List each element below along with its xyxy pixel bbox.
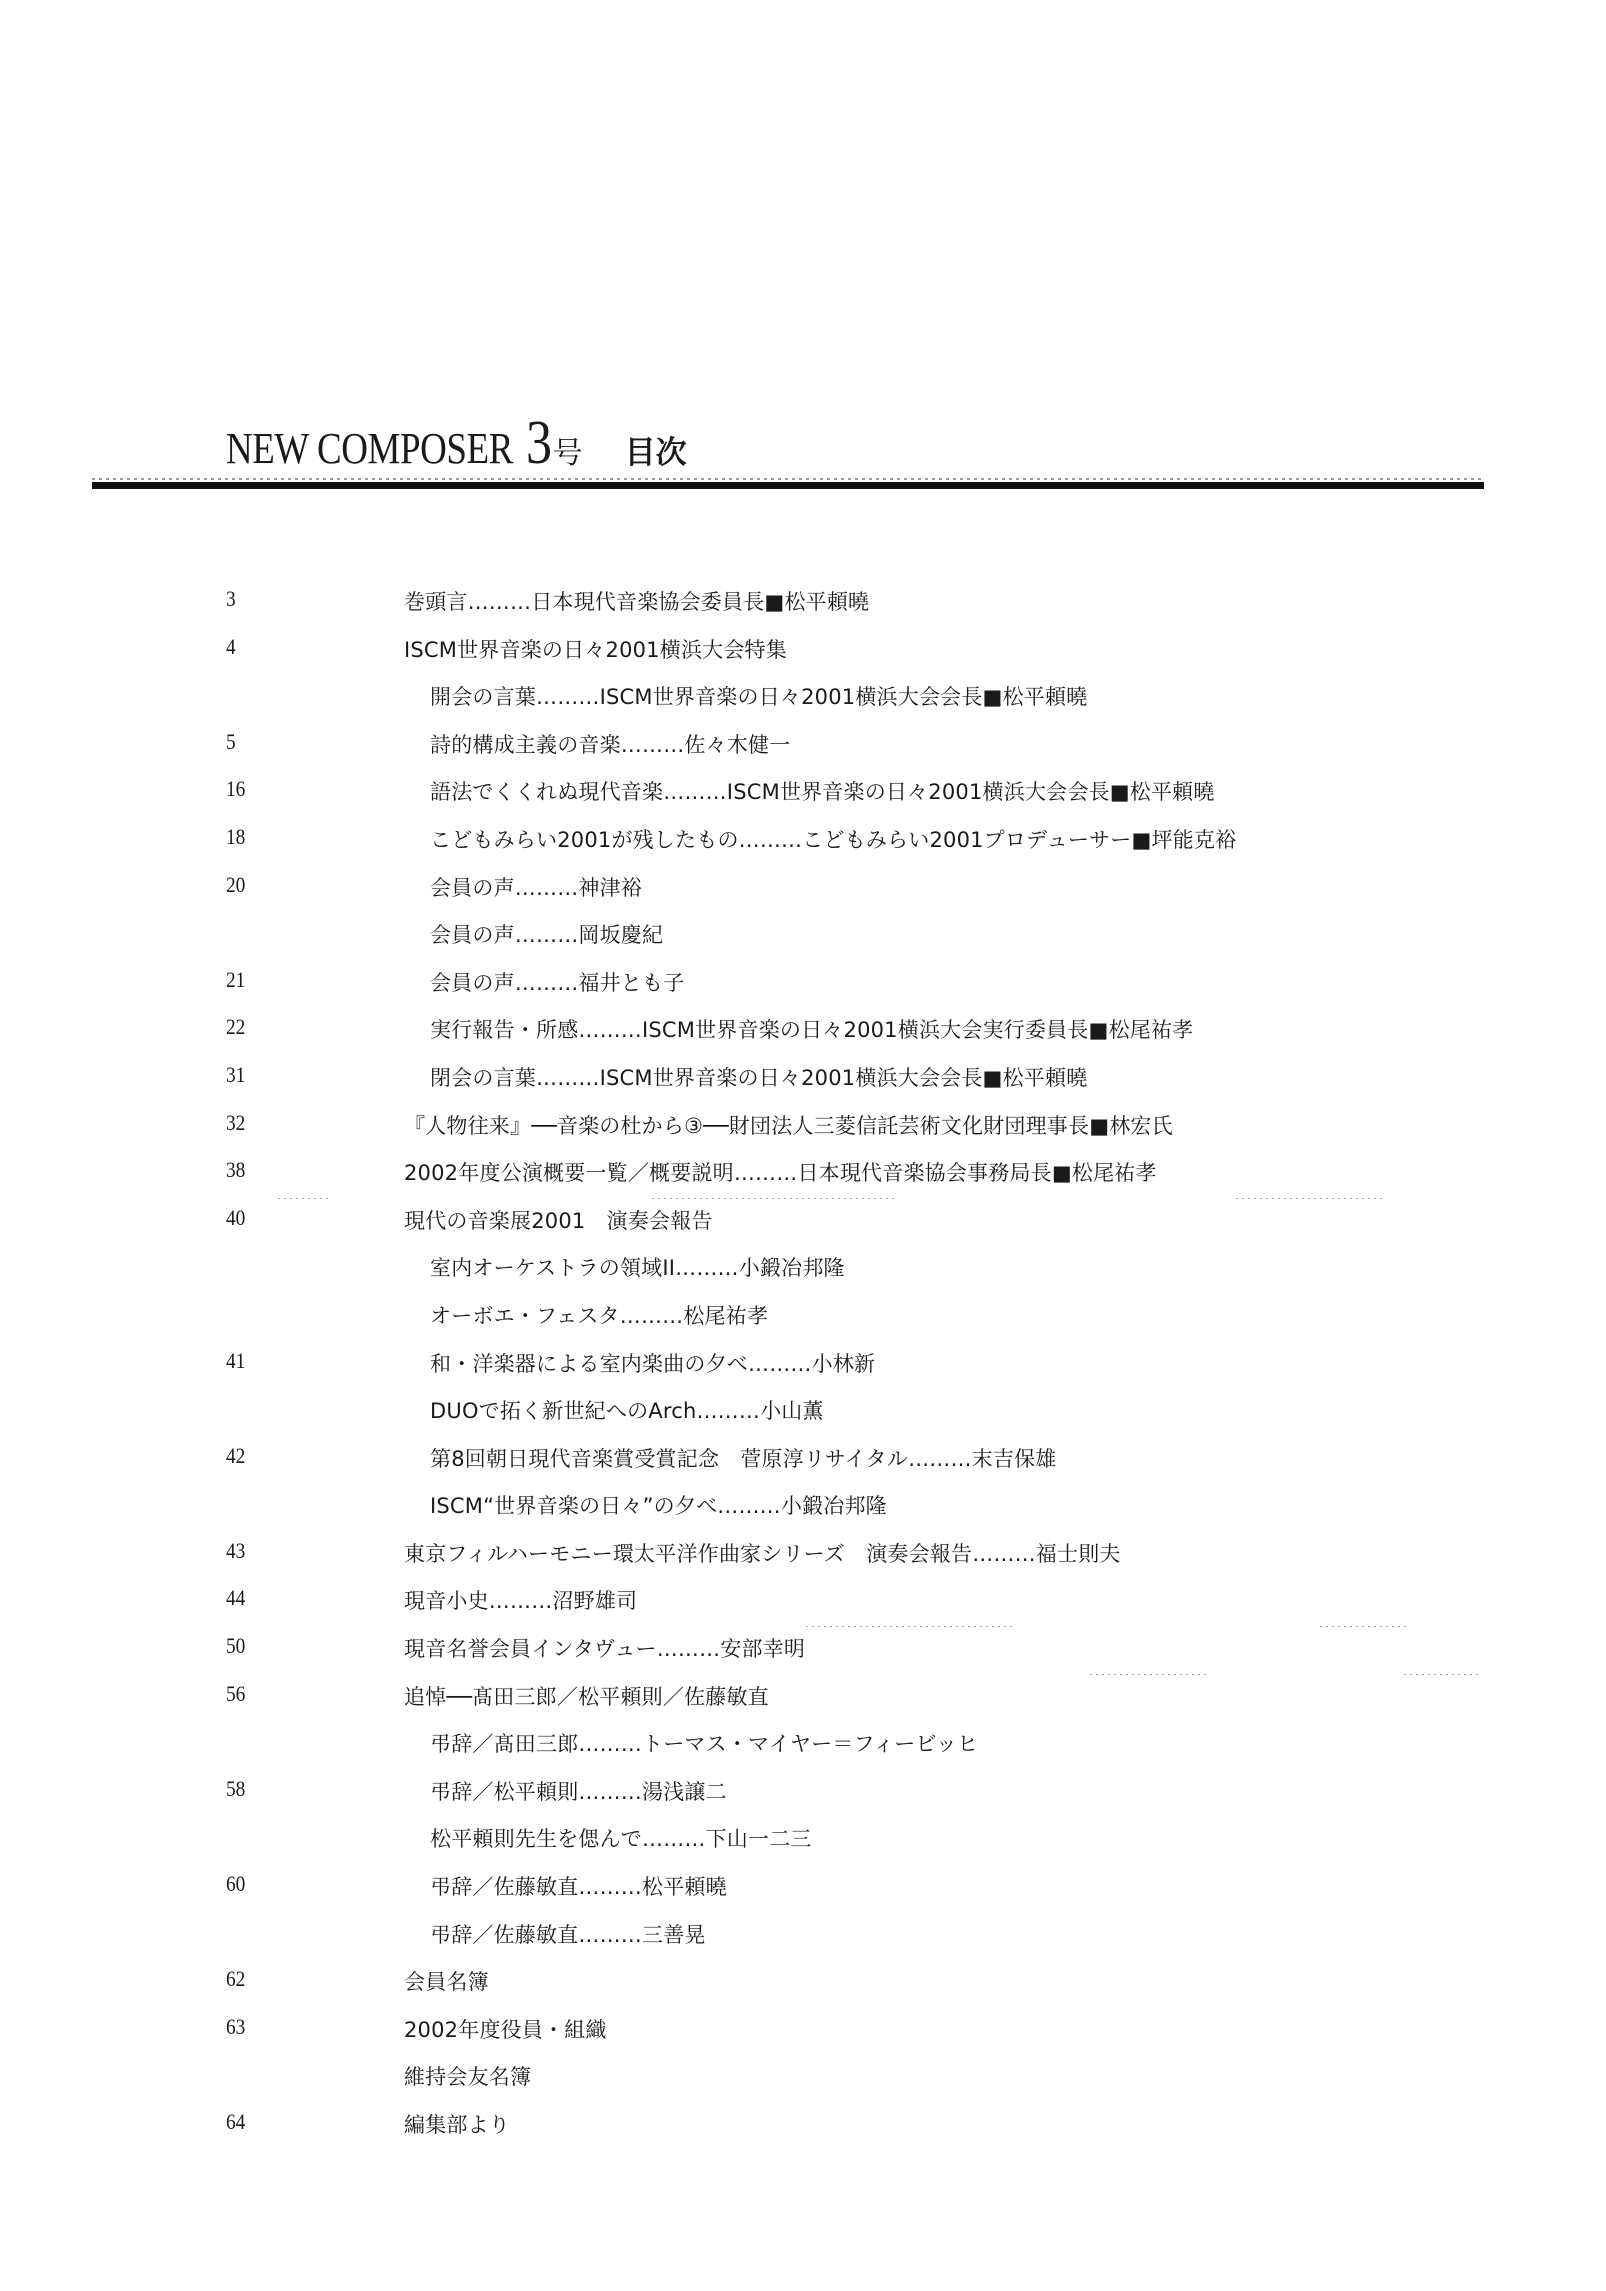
toc-entry — [0, 1205, 1606, 1253]
header-rule — [92, 482, 1484, 489]
toc-entry-text: 2002年度役員・組織 — [404, 2017, 607, 2042]
toc-page-number: 22 — [226, 1014, 246, 1040]
toc-entry — [0, 776, 1606, 824]
toc-entry-text: 第8回朝日現代音楽賞受賞記念 菅原淳リサイタル………末吉保雄 — [430, 1446, 1057, 1471]
toc-entry — [0, 729, 1606, 777]
toc-entry — [0, 1871, 1606, 1919]
toc-entry — [0, 1014, 1606, 1062]
toc-page-number: 3 — [226, 586, 236, 611]
toc-entry — [0, 1395, 1606, 1443]
toc-page-number: 5 — [226, 728, 236, 754]
toc-entry — [0, 1443, 1606, 1491]
scan-artifact — [1090, 1674, 1210, 1675]
scan-artifact — [1320, 1626, 1408, 1627]
toc-entry — [0, 2014, 1606, 2062]
toc-entry — [0, 681, 1606, 729]
toc-page-number: 62 — [226, 1966, 246, 1992]
issue-suffix: 号 — [552, 436, 583, 471]
toc-entry — [0, 824, 1606, 872]
toc-entry — [0, 1681, 1606, 1729]
toc-entry-text: 会員の声………福井とも子 — [430, 970, 685, 995]
toc-entry-text: ISCM“世界音楽の日々”の夕べ………小鍛冶邦隆 — [430, 1494, 887, 1519]
toc-page-number: 63 — [226, 2013, 246, 2039]
toc-entry — [0, 2061, 1606, 2109]
toc-entry — [0, 1823, 1606, 1871]
toc-entry-text: DUOで拓く新世紀へのArch………小山薫 — [430, 1399, 824, 1424]
toc-page-number: 43 — [226, 1537, 246, 1563]
toc-entry-text: 詩的構成主義の音楽………佐々木健一 — [430, 732, 791, 757]
toc-title: 目次 — [624, 435, 687, 471]
toc-entry — [0, 586, 1606, 634]
toc-entry-text: 弔辞／松平頼則………湯浅譲二 — [430, 1779, 727, 1804]
toc-page-number: 60 — [226, 1871, 246, 1897]
toc-entry-text: 会員の声………神津裕 — [430, 875, 642, 900]
toc-page-number: 18 — [226, 823, 246, 849]
toc-entry-text: 室内オーケストラの領域II………小鍛冶邦隆 — [430, 1256, 845, 1281]
toc-entry — [0, 872, 1606, 920]
toc-entry-text: 弔辞／佐藤敏直………三善晃 — [430, 1922, 706, 1947]
toc-entry-text: 現音小史………沼野雄司 — [404, 1589, 638, 1614]
scan-artifact — [1404, 1674, 1480, 1675]
toc-page-number: 32 — [226, 1109, 246, 1135]
toc-page-number: 40 — [226, 1204, 246, 1230]
toc-entry-text: 弔辞／髙田三郎………トーマス・マイヤー＝フィービッヒ — [430, 1732, 979, 1757]
toc-entry-text: 追悼──髙田三郎／松平頼則／佐藤敏直 — [404, 1684, 769, 1709]
toc-entry — [0, 1966, 1606, 2014]
toc-entry — [0, 919, 1606, 967]
toc-entry-text: 東京フィルハーモニー環太平洋作曲家シリーズ 演奏会報告………福士則夫 — [404, 1541, 1121, 1566]
toc-entry — [0, 2109, 1606, 2157]
scan-artifact — [806, 1626, 1016, 1627]
toc-entry — [0, 1062, 1606, 1110]
toc-entry — [0, 1252, 1606, 1300]
toc-entry-text: 会員名簿 — [404, 1970, 489, 1995]
toc-entry-text: 『人物往来』──音楽の杜から③──財団法人三菱信託芸術文化財団理事長■林宏氏 — [404, 1113, 1173, 1138]
toc-entry — [0, 1633, 1606, 1681]
toc-entry — [0, 1919, 1606, 1967]
toc-entry-text: こどもみらい2001が残したもの………こどもみらい2001プロデューサー■坪能克裕 — [430, 827, 1237, 852]
issue-number: 3 — [525, 409, 552, 477]
scan-artifact — [278, 1198, 330, 1199]
toc-entry — [0, 1348, 1606, 1396]
toc-entry-text: 編集部より — [404, 2113, 510, 2137]
toc-entry-text: 維持会友名簿 — [404, 2065, 532, 2090]
magazine-title: NEW COMPOSER — [226, 424, 513, 473]
toc-page-number: 42 — [226, 1442, 246, 1468]
toc-entry — [0, 634, 1606, 682]
toc-entry-text: 和・洋楽器による室内楽曲の夕べ………小林新 — [430, 1351, 876, 1376]
toc-page-number: 56 — [226, 1680, 246, 1706]
toc-entry-text: オーボエ・フェスタ………松尾祐孝 — [430, 1303, 769, 1328]
toc-page-number: 44 — [226, 1585, 246, 1611]
scan-artifact — [652, 1198, 894, 1199]
toc-entry-text: 2002年度公演概要一覧／概要説明………日本現代音楽協会事務局長■松尾祐孝 — [404, 1161, 1157, 1186]
toc-entry-text: 閉会の言葉………ISCM世界音楽の日々2001横浜大会会長■松平頼曉 — [430, 1065, 1088, 1090]
toc-entry-text: 会員の声………岡坂慶紀 — [430, 923, 664, 948]
toc-entry-text: 現代の音楽展2001 演奏会報告 — [404, 1208, 713, 1233]
toc-entry-text: 語法でくくれぬ現代音楽………ISCM世界音楽の日々2001横浜大会会長■松平頼曉 — [430, 780, 1215, 805]
toc-entry — [0, 1110, 1606, 1158]
table-of-contents — [0, 586, 1606, 2157]
header-rule-texture — [92, 478, 1484, 480]
toc-page-number: 50 — [226, 1633, 246, 1659]
toc-page-number: 20 — [226, 871, 246, 897]
toc-entry — [0, 1490, 1606, 1538]
toc-entry — [0, 1776, 1606, 1824]
toc-entry-text: ISCM世界音楽の日々2001横浜大会特集 — [404, 637, 787, 662]
toc-entry-text: 開会の言葉………ISCM世界音楽の日々2001横浜大会会長■松平頼曉 — [430, 685, 1088, 710]
toc-entry-text: 弔辞／佐藤敏直………松平頼曉 — [430, 1875, 727, 1900]
toc-page-number: 4 — [226, 633, 236, 659]
toc-page-number: 41 — [226, 1347, 246, 1373]
toc-entry-text: 松平頼則先生を偲んで………下山一二三 — [430, 1827, 812, 1852]
toc-page-number: 58 — [226, 1775, 246, 1801]
toc-entry-text: 現音名誉会員インタヴュー………安部幸明 — [404, 1637, 806, 1662]
toc-entry — [0, 1538, 1606, 1586]
toc-entry-text: 巻頭言………日本現代音楽協会委員長■松平頼曉 — [404, 590, 870, 614]
toc-entry — [0, 1300, 1606, 1348]
toc-page-number: 16 — [226, 776, 246, 802]
toc-entry — [0, 1728, 1606, 1776]
scan-artifact — [1236, 1198, 1386, 1199]
toc-page-number: 21 — [226, 966, 246, 992]
toc-page-number: 38 — [226, 1157, 246, 1183]
toc-page-number: 64 — [226, 2109, 246, 2134]
toc-entry — [0, 967, 1606, 1015]
toc-header — [226, 408, 687, 479]
toc-entry-text: 実行報告・所感………ISCM世界音楽の日々2001横浜大会実行委員長■松尾祐孝 — [430, 1018, 1194, 1043]
toc-page-number: 31 — [226, 1061, 246, 1087]
